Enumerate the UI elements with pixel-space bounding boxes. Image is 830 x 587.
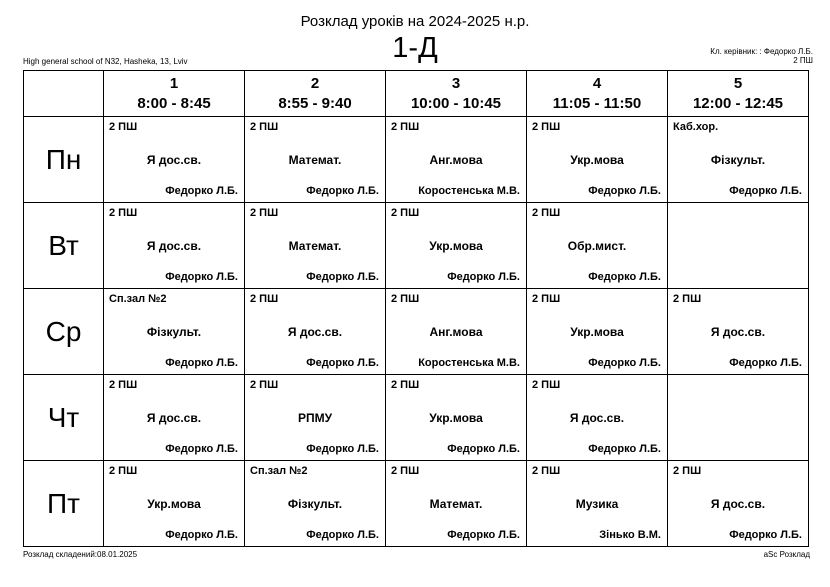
lesson-subject: Укр.мова	[429, 239, 483, 253]
period-number: 1	[169, 74, 179, 92]
lesson-cell	[386, 461, 527, 547]
class-teacher-info	[710, 47, 813, 65]
lesson-room: 2 ПШ	[673, 465, 702, 477]
lesson-room: 2 ПШ	[250, 379, 279, 391]
class-teacher: Кл. керівник: : Федорко Л.Б.	[710, 47, 813, 56]
lesson-teacher: Федорко Л.Б.	[729, 529, 802, 541]
lesson-cell	[386, 203, 527, 289]
lesson-cell	[527, 117, 668, 203]
lesson-teacher: Федорко Л.Б.	[447, 271, 520, 283]
lesson-room: Каб.хор.	[673, 121, 719, 133]
lesson-teacher: Федорко Л.Б.	[729, 357, 802, 369]
day-label: Пн	[24, 117, 104, 203]
lesson-subject: Математ.	[288, 153, 342, 167]
class-name: 1-Д	[392, 32, 438, 64]
lesson-room: 2 ПШ	[532, 465, 561, 477]
lesson-teacher: Федорко Л.Б.	[165, 271, 238, 283]
lesson-subject: Анг.мова	[429, 325, 483, 339]
lesson-cell	[245, 461, 386, 547]
lesson-subject: Укр.мова	[570, 153, 624, 167]
day-label: Пт	[24, 461, 104, 547]
period-header-5	[668, 71, 809, 117]
corner-cell	[24, 71, 104, 117]
lesson-cell-empty	[668, 203, 809, 289]
lesson-cell	[386, 289, 527, 375]
lesson-teacher: Федорко Л.Б.	[588, 185, 661, 197]
lesson-room: 2 ПШ	[109, 207, 138, 219]
lesson-room: 2 ПШ	[250, 207, 279, 219]
period-header-1	[104, 71, 245, 117]
lesson-subject: Математ.	[429, 497, 483, 511]
lesson-teacher: Федорко Л.Б.	[306, 271, 379, 283]
lesson-cell	[527, 461, 668, 547]
lesson-subject: Я дос.св.	[146, 153, 202, 167]
lesson-cell-empty	[668, 375, 809, 461]
software-credit: aSc Розклад	[763, 550, 810, 559]
timetable-grid	[23, 70, 809, 547]
period-number: 2	[310, 74, 320, 92]
lesson-room: 2 ПШ	[250, 121, 279, 133]
lesson-teacher: Коростенська М.В.	[418, 357, 520, 369]
lesson-subject: Музика	[575, 497, 619, 511]
lesson-cell	[386, 117, 527, 203]
lesson-cell	[668, 289, 809, 375]
created-date: Розклад складений:08.01.2025	[23, 550, 138, 559]
period-number: 5	[733, 74, 743, 92]
period-header-4	[527, 71, 668, 117]
lesson-cell	[527, 289, 668, 375]
period-time: 8:00 - 8:45	[137, 94, 211, 112]
lesson-room: 2 ПШ	[109, 465, 138, 477]
lesson-room: 2 ПШ	[250, 293, 279, 305]
lesson-cell	[245, 117, 386, 203]
lesson-subject: Фізкульт.	[287, 497, 343, 511]
period-time: 11:05 - 11:50	[552, 94, 642, 112]
lesson-room: 2 ПШ	[391, 379, 420, 391]
lesson-room: 2 ПШ	[109, 121, 138, 133]
lesson-teacher: Федорко Л.Б.	[588, 357, 661, 369]
lesson-subject: Укр.мова	[570, 325, 624, 339]
period-time: 12:00 - 12:45	[692, 94, 784, 112]
home-room: 2 ПШ	[793, 56, 813, 65]
lesson-cell	[104, 461, 245, 547]
lesson-room: 2 ПШ	[109, 379, 138, 391]
lesson-cell	[104, 289, 245, 375]
day-row-wed	[24, 289, 809, 375]
lesson-room: 2 ПШ	[532, 293, 561, 305]
lesson-cell	[104, 117, 245, 203]
lesson-subject: РПМУ	[297, 411, 333, 425]
day-row-thu	[24, 375, 809, 461]
lesson-subject: Фізкульт.	[710, 153, 766, 167]
lesson-teacher: Федорко Л.Б.	[588, 443, 661, 455]
day-label: Вт	[24, 203, 104, 289]
lesson-teacher: Федорко Л.Б.	[447, 529, 520, 541]
lesson-cell	[104, 375, 245, 461]
lesson-teacher: Федорко Л.Б.	[306, 443, 379, 455]
lesson-subject: Я дос.св.	[710, 325, 766, 339]
lesson-teacher: Федорко Л.Б.	[447, 443, 520, 455]
lesson-room: Сп.зал №2	[250, 465, 308, 477]
lesson-subject: Я дос.св.	[146, 239, 202, 253]
school-name: High general school of N32, Hasheka, 13, Lviv	[23, 57, 188, 66]
period-header-row	[24, 71, 809, 117]
lesson-room: 2 ПШ	[673, 293, 702, 305]
lesson-teacher: Федорко Л.Б.	[306, 529, 379, 541]
lesson-room: 2 ПШ	[532, 207, 561, 219]
period-time: 10:00 - 10:45	[410, 94, 502, 112]
period-header-3	[386, 71, 527, 117]
lesson-room: 2 ПШ	[391, 121, 420, 133]
lesson-teacher: Федорко Л.Б.	[729, 185, 802, 197]
day-label: Ср	[24, 289, 104, 375]
lesson-room: Сп.зал №2	[109, 293, 167, 305]
lesson-room: 2 ПШ	[532, 379, 561, 391]
lesson-subject: Я дос.св.	[287, 325, 343, 339]
lesson-teacher: Федорко Л.Б.	[165, 357, 238, 369]
lesson-cell	[386, 375, 527, 461]
lesson-cell	[104, 203, 245, 289]
period-number: 3	[451, 74, 461, 92]
lesson-cell	[668, 117, 809, 203]
lesson-cell	[527, 203, 668, 289]
lesson-teacher: Федорко Л.Б.	[165, 185, 238, 197]
lesson-subject: Обр.мист.	[567, 239, 627, 253]
lesson-subject: Я дос.св.	[146, 411, 202, 425]
lesson-teacher: Зінько В.М.	[599, 529, 661, 541]
lesson-teacher: Федорко Л.Б.	[165, 443, 238, 455]
lesson-subject: Укр.мова	[429, 411, 483, 425]
period-time: 8:55 - 9:40	[278, 94, 352, 112]
lesson-teacher: Федорко Л.Б.	[306, 185, 379, 197]
lesson-room: 2 ПШ	[532, 121, 561, 133]
lesson-room: 2 ПШ	[391, 293, 420, 305]
lesson-room: 2 ПШ	[391, 207, 420, 219]
day-label: Чт	[24, 375, 104, 461]
page-title: Розклад уроків на 2024-2025 н.р.	[300, 13, 530, 30]
lesson-cell	[245, 375, 386, 461]
lesson-teacher: Федорко Л.Б.	[165, 529, 238, 541]
lesson-cell	[245, 203, 386, 289]
period-header-2	[245, 71, 386, 117]
lesson-teacher: Федорко Л.Б.	[306, 357, 379, 369]
lesson-teacher: Федорко Л.Б.	[588, 271, 661, 283]
lesson-room: 2 ПШ	[391, 465, 420, 477]
lesson-subject: Я дос.св.	[710, 497, 766, 511]
day-row-mon	[24, 117, 809, 203]
day-row-fri	[24, 461, 809, 547]
lesson-cell	[245, 289, 386, 375]
lesson-cell	[527, 375, 668, 461]
lesson-subject: Укр.мова	[147, 497, 201, 511]
lesson-subject: Анг.мова	[429, 153, 483, 167]
lesson-subject: Математ.	[288, 239, 342, 253]
lesson-teacher: Коростенська М.В.	[418, 185, 520, 197]
day-row-tue	[24, 203, 809, 289]
lesson-subject: Я дос.св.	[569, 411, 625, 425]
lesson-subject: Фізкульт.	[146, 325, 202, 339]
lesson-cell	[668, 461, 809, 547]
period-number: 4	[592, 74, 602, 92]
